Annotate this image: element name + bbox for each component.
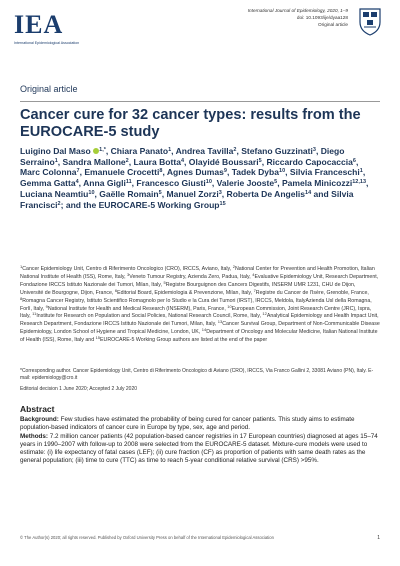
author-name: Francesco Giusti [136,178,206,189]
affiliation-number: 5 [158,189,162,196]
author-affiliation-sup [352,179,366,185]
author-name: Pamela Minicozzi [281,178,353,189]
affiliation-text: Veneto Tumour Registry, Azienda Zero, Padua, Italy, [129,273,253,280]
methods-text: 7.2 million cancer patients (42 population-based cancer registries in 17 European countries) diagnosed at ages 15–74 years in 1990–2007 with follow-up to 2008 were selected from the EUROCARE-5 dataset. Mixture-cure models were used to estimate: (i) life expectancy of fatal cases (LEF); (ii) cure fraction (CF) as proportion of patients with same death rates as the general population; (iii) time to cure (TTC) as time to reach 5-year conditional relative survival (CRS) >95%. [20,432,378,465]
logo-subtitle: International Epidemiological Association [14,41,80,45]
author-separator: , [171,146,176,156]
affiliations [20,266,380,345]
author-separator: , [277,178,282,189]
affiliation-number: 7 [76,168,80,175]
author-separator: , [362,167,366,178]
author-name: Laura Botta [133,156,181,167]
affiliation-sup: 9 [45,303,48,309]
author-name: Chiara Panato [110,146,169,156]
affiliation-text: European Commission, Joint Research Centre (JRC), Ispra, Italy, [20,305,372,320]
author-name: Andrea Tavilla [175,146,234,156]
author-name: Emanuele Crocetti [84,167,160,178]
affiliation-sup: 15 [95,335,101,341]
affiliation-number: 2 [233,147,237,153]
author-name: Valerie Jooste [216,178,275,189]
affiliation-number: 2 [125,157,129,164]
affiliation-number: 2 [57,200,61,207]
affiliation-text: Editorial Board, Epidemiologia & Prevenzione, Milan, Italy, [117,289,254,296]
affiliation-number: 5 [274,179,278,186]
author-name: Roberta De Angelis [226,188,306,199]
affiliation-number: 9 [223,168,227,175]
iea-logo [14,10,134,50]
affiliation-text: Romagna Cancer Registry, Istituto Scientifico Romagnolo per lo Studio e la Cura dei Tumori (IRST), IRCCS, Meldola, ItalyAzienda Usl della Romagna, Forlì, Italy, [20,297,372,312]
methods-label: Methods: [20,432,48,440]
author-name: Manuel Zorzi [166,188,219,199]
author-separator: , [57,156,63,167]
author-name: Stefano Guzzinati [241,146,313,156]
author-name: Sandra Mallone [62,156,126,167]
affiliation-text: Analytical Epidemiology and Health Impact Unit, Research Department, Fondazione IRCCS Istituto Nazionale dei Tumori, Milan, Italy, [20,313,379,328]
author-separator: , [161,188,167,199]
author-name: the EUROCARE-5 Working Group [83,199,220,210]
author-separator: , [226,167,232,178]
affiliation-sup: 13 [217,319,223,325]
affiliation-text: Cancer Epidemiology Unit, Centro di Riferimento Oncologico (CRO), IRCCS, Aviano, Italy, [22,266,233,272]
affiliation-sup: 6 [114,287,118,293]
affiliation-sup: 12 [262,311,267,317]
page-footer [20,535,380,545]
affiliation-number: 3 [218,189,222,196]
affiliation-sup: 10 [227,303,232,309]
author-separator: , [128,156,134,167]
affiliation-number: 8 [159,168,163,175]
author-separator: , [261,156,267,167]
author-name: Riccardo Capocaccia [266,156,353,167]
journal-citation: International Journal of Epidemiology, 2020, 1–9 [247,8,348,13]
affiliation-number: 1 [359,168,363,175]
affiliation-sup: 8 [20,295,23,301]
author-name: Diego Serraino [20,146,345,167]
author-name: Silvia Francisci [20,188,354,210]
affiliation-number: 10 [88,189,95,196]
copyright-notice: © The Author(s) 2020; all rights reserved. Published by Oxford University Press on behalf of the International Epidemiological Association [20,535,274,540]
author-separator: , [78,178,84,189]
article-type: Original article [20,84,78,94]
journal-doi: doi: 10.1093/ije/dyaa128 [296,15,348,20]
affiliation-text: Institute for Research on Population and Social Policies, National Research Council, Rome, Italy, [36,313,263,320]
affiliation-text: National Institute for Health and Medical Research (INSERM), Paris, France, [47,305,228,312]
affiliation-sup: 14 [201,327,207,333]
author-separator: , [94,188,100,199]
affiliation-sup: 4 [252,271,255,277]
author-separator: , [221,188,227,199]
journal-meta [248,7,348,28]
affiliation-sup: 11 [32,311,37,317]
affiliation-number: 1 [168,147,172,153]
affiliation-number: 1 [99,147,103,153]
affiliation-number: 14 [305,189,312,196]
author-separator: , [131,178,137,189]
affiliation-text: Registre Bourguignon des Cancers Digestifs, INSERM UMR 1231, CHU de Dijon, Université de Bourgogne, Dijon, France, [20,281,356,296]
author-separator: , [162,167,167,178]
author-separator: , [236,146,242,156]
affiliation-text: Department of Oncology and Molecular Medicine, Italian National Institute of Health (ISS), Rome, Italy and [20,329,378,344]
affiliation-text: EUROCARE-5 Working Group authors are listed at the end of the paper [100,337,268,344]
affiliation-sup: 5 [163,279,166,285]
author-affiliation-sup [220,201,226,207]
affiliation-sup: 1 [20,264,23,269]
page-number: 1 [377,535,380,541]
affiliation-sup: 7 [253,287,256,293]
author-name: Luciana Neamtiu [20,188,89,199]
author-separator: , [105,146,111,156]
affiliation-number: 10 [279,168,286,175]
abstract-background [20,416,380,433]
article-title: Cancer cure for 32 cancer types: results from the EUROCARE-5 study [20,107,361,140]
affiliation-number: 15 [219,200,226,207]
affiliation-number: 10 [205,179,212,186]
author-name: Silvia Franceschi [289,167,360,178]
abstract-body [20,416,380,466]
page-header [14,6,386,58]
correspondence-note: *Corresponding author. Cancer Epidemiology Unit, Centro di Riferimento Oncologico di Aviano (CRO), IRCCS, Via Franco Gallini 2, 33081 Aviano (PN), Italy. E-mail: epidemiology@cro.it [20,368,374,381]
affiliation-number: 4 [75,179,79,186]
author-separator: ; and [60,199,84,210]
affiliation-number: 6 [352,157,356,164]
author-separator: , [79,167,85,178]
author-list [20,146,380,210]
affiliation-text: Evaluative Epidemiology Unit, Research Department, Fondazione IRCCS Istituto Nazionale dei Tumori, Milan, Italy, [20,273,379,288]
author-separator: , [184,156,189,167]
abstract-methods [20,433,380,466]
author-name: Agnes Dumas [166,167,224,178]
author-separator: , [285,167,290,178]
affiliation-number: 3 [312,147,316,153]
background-label: Background: [20,416,59,423]
background-text: Few studies have estimated the probability of being cured for cancer patients. This study aims to estimate population-based indicators of cancer cure in Europe by type, sex, age and period. [20,416,355,432]
affiliation-number: 1 [54,157,58,164]
affiliation-text: Registre du Cancer de l'Isère, Grenoble, France, [255,289,369,296]
affiliation-number: 4 [180,157,185,164]
author-separator: , [211,178,217,189]
affiliation-sup: 2 [232,264,235,269]
editorial-dates: Editorial decision 1 June 2020; Accepted 2 July 2020 [20,386,138,392]
affiliation-number: 11 [125,179,132,186]
author-name: Olayidé Boussari [188,156,259,167]
author-separator: and [311,188,332,199]
affiliation-text: National Center for Prevention and Health Promotion, Italian National Institute of Health (ISS), Rome, Italy, [20,266,375,280]
author-name: Anna Gigli [83,178,126,189]
author-name: Gemma Gatta [20,178,76,189]
author-separator: , [315,146,321,156]
author-name: Tadek Dyba [231,167,280,178]
oup-crest-icon [358,6,382,36]
abstract-heading: Abstract [20,404,55,414]
affiliation-sup: 3 [127,271,130,277]
journal-section: Original article [318,22,348,27]
affiliation-text: Cancer Survival Group, Department of Non-Communicable Disease Epidemiology, London School of Hygiene and Tropical Medicine, London, UK, [20,321,380,336]
author-separator: , [355,156,359,167]
author-name: Luigino Dal Maso [20,146,91,156]
author-separator: , [366,178,369,189]
author-name: Gaëlle Romain [99,188,159,199]
affiliation-number: 5 [258,157,262,164]
affiliation-number: 12,13 [352,179,367,186]
corresponding-mark: ,* [102,147,106,153]
header-divider [20,101,380,102]
author-affiliation-sup [99,147,106,153]
author-name: Marc Colonna [20,167,77,178]
logo-wordmark: IEA [14,10,64,39]
